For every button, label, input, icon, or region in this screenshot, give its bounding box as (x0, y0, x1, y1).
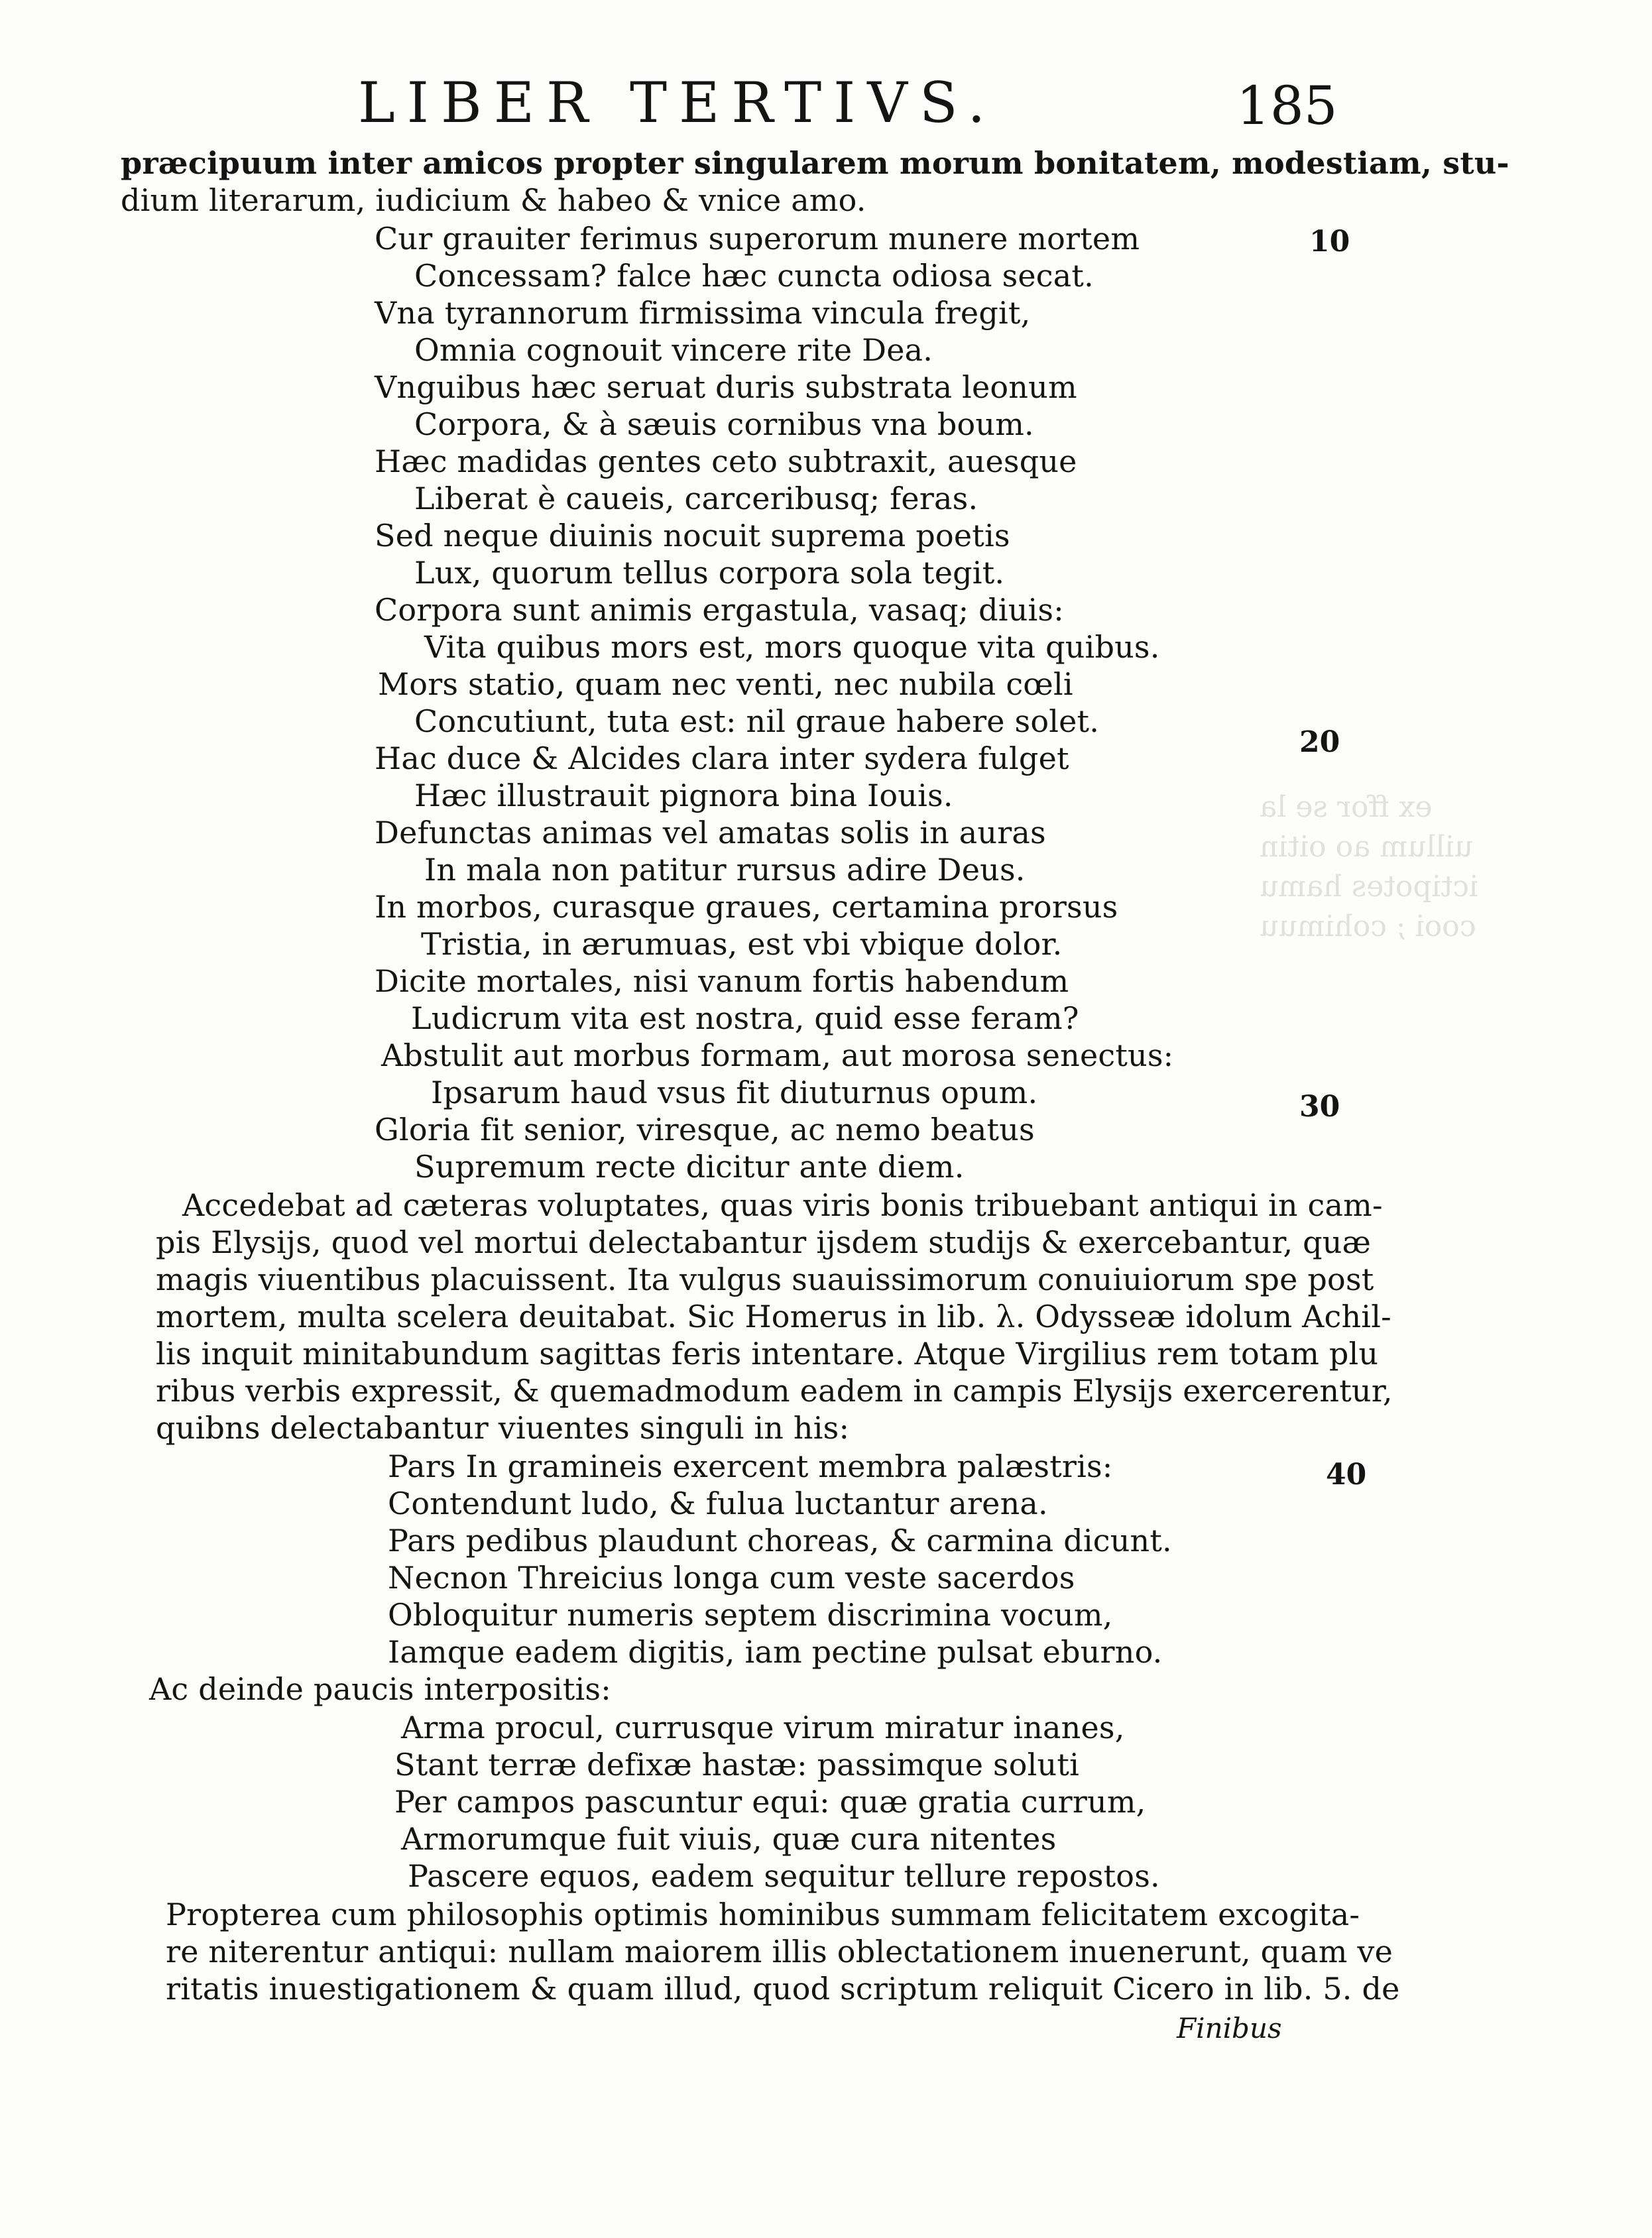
verse-line: Abstulit aut morbus formam, aut morosa senectus: (381, 1037, 1174, 1073)
verse-line: Dicite mortales, nisi vanum fortis habendum (375, 963, 1069, 999)
show-through-text: ictipotes hamu (1260, 870, 1479, 904)
running-title: LIBER TERTIVS. (358, 70, 998, 135)
verse-line: Mors statio, quam nec venti, nec nubila cœli (378, 666, 1073, 702)
verse-line: Lux, quorum tellus corpora sola tegit. (414, 555, 1005, 591)
text-line: Ac deinde paucis interpositis: (149, 1671, 611, 1707)
verse-line: Vita quibus mors est, mors quoque vita quibus. (424, 629, 1160, 665)
verse-line: Ludicrum vita est nostra, quid esse feram? (411, 1000, 1079, 1036)
verse-line: Concessam? falce hæc cuncta odiosa secat. (414, 258, 1094, 294)
verse-line: Vnguibus hæc seruat duris substrata leonum (375, 369, 1077, 405)
text-line: præcipuum inter amicos propter singularem morum bonitatem, modestiam, stu- (121, 145, 1509, 181)
verse-line: Pascere equos, eadem sequitur tellure repostos. (408, 1858, 1160, 1894)
verse-line: Corpora, & à sæuis cornibus vna boum. (414, 406, 1034, 442)
margin-line-number: 30 (1299, 1090, 1340, 1124)
verse-line: Defunctas animas vel amatas solis in auras (375, 815, 1046, 851)
verse-line: Supremum recte dicitur ante diem. (414, 1149, 965, 1185)
verse-line: Obloquitur numeris septem discrimina vocum, (388, 1597, 1113, 1633)
verse-line: Vna tyrannorum firmissima vincula fregit, (375, 295, 1031, 331)
verse-line: Hac duce & Alcides clara inter sydera fulget (375, 740, 1069, 776)
verse-line: Corpora sunt animis ergastula, vasaq; diuis: (375, 592, 1064, 628)
verse-line: Iamque eadem digitis, iam pectine pulsat eburno. (388, 1634, 1163, 1670)
verse-line: Hæc madidas gentes ceto subtraxit, auesque (375, 443, 1077, 479)
verse-line: Pars In gramineis exercent membra palæstris: (388, 1448, 1113, 1484)
verse-line: Concutiunt, tuta est: nil graue habere solet. (414, 703, 1100, 739)
show-through-text: cooi ; cohimuu (1260, 910, 1476, 943)
verse-line: In mala non patitur rursus adire Deus. (424, 852, 1026, 888)
text-line: magis viuentibus placuissent. Ita vulgus suauissimorum conuiuiorum spe post (156, 1262, 1374, 1297)
text-line: ribus verbis expressit, & quemadmodum eadem in campis Elysijs exercerentur, (156, 1373, 1393, 1409)
text-line: mortem, multa scelera deuitabat. Sic Homerus in lib. λ. Odysseæ idolum Achil- (156, 1299, 1391, 1334)
verse-line: Armorumque fuit viuis, quæ cura nitentes (401, 1821, 1057, 1857)
verse-line: Hæc illustrauit pignora bina Iouis. (414, 778, 953, 813)
verse-line: Gloria fit senior, viresque, ac nemo beatus (375, 1112, 1035, 1148)
verse-line: Contendunt ludo, & fulua luctantur arena. (388, 1486, 1048, 1521)
text-line: quibns delectabantur viuentes singuli in his: (156, 1410, 850, 1446)
verse-line: Stant terræ defixæ hastæ: passimque soluti (394, 1747, 1079, 1783)
text-line: re niterentur antiqui: nullam maiorem illis oblectationem inuenerunt, quam ve (166, 1934, 1393, 1970)
text-line: ritatis inuestigationem & quam illud, quod scriptum reliquit Cicero in lib. 5. de (166, 1971, 1400, 2007)
text-line: Accedebat ad cæteras voluptates, quas viris bonis tribuebant antiqui in cam- (182, 1187, 1383, 1223)
verse-line: Per campos pascuntur equi: quæ gratia currum, (394, 1784, 1146, 1820)
margin-line-number: 10 (1309, 225, 1350, 259)
verse-line: Necnon Threicius longa cum veste sacerdos (388, 1560, 1075, 1596)
text-line: dium literarum, iudicium & habeo & vnice amo. (121, 182, 866, 218)
text-line: Propterea cum philosophis optimis hominibus summam felicitatem excogita- (166, 1897, 1360, 1932)
margin-line-number: 20 (1299, 725, 1340, 759)
verse-line: Cur grauiter ferimus superorum munere mortem (375, 221, 1140, 257)
verse-line: Ipsarum haud vsus fit diuturnus opum. (431, 1075, 1038, 1110)
text-line: pis Elysijs, quod vel mortui delectabantur ijsdem studijs & exercebantur, quæ (156, 1224, 1372, 1260)
verse-line: Pars pedibus plaudunt choreas, & carmina dicunt. (388, 1523, 1172, 1559)
text-line: lis inquit minitabundum sagittas feris intentare. Atque Virgilius rem totam plu (156, 1336, 1379, 1372)
verse-line: Tristia, in ærumuas, est vbi vbique dolor. (421, 926, 1063, 962)
margin-line-number: 40 (1326, 1458, 1367, 1492)
verse-line: Omnia cognouit vincere rite Dea. (414, 332, 933, 368)
show-through-text: uillum ao oitin (1260, 830, 1473, 864)
show-through-text: ex ffor se la (1260, 790, 1433, 824)
catchword: Finibus (1177, 2012, 1282, 2044)
verse-line: In morbos, curasque graues, certamina prorsus (375, 889, 1118, 925)
page-number: 185 (1236, 75, 1338, 137)
verse-line: Arma procul, currusque virum miratur inanes, (401, 1710, 1125, 1745)
verse-line: Liberat è caueis, carceribusq; feras. (414, 481, 978, 516)
verse-line: Sed neque diuinis nocuit suprema poetis (375, 518, 1010, 554)
